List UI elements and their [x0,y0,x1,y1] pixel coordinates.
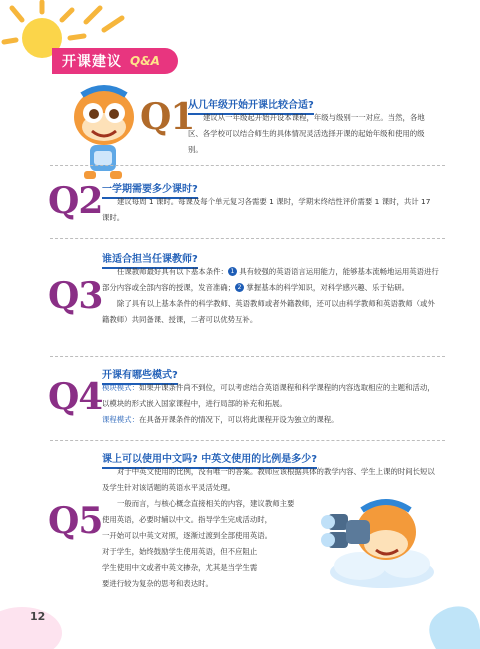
q3-answer-p1 [102,264,440,296]
q4-question: 开课有哪些模式? [102,366,178,385]
q5-answer-p2 [102,496,312,592]
q4-mode-1-text: 如果开课条件尚不到位，可以考虑结合英语课程和科学课程的内容选取相应的主题和活动，以模块的形式嵌入国家课程中，进行局部的补充和拓展。 [102,383,435,408]
divider [50,238,445,239]
q4-mode-2-label: 课程模式： [102,415,139,424]
q3-question: 谁适合担当任课教师? [102,250,198,269]
q5-line: 要进行较为复杂的思考和表达时。 [102,579,213,588]
divider [50,356,445,357]
q2-answer-text: 建议每周 1 课时。每课及每个单元复习各需要 1 课时，学期末终结性评价需要 1 课时，共计 17 课时。 [102,197,431,222]
q5-line: 一开始可以中英文对照，逐渐过渡到全部使用英语。 [102,531,272,540]
q1-label: Q1 [140,96,195,138]
q5-answer-p1: 对于中英文使用的比例，没有唯一的答案。教师应该根据具体的教学内容、学生上课的时间长短以及学生针对该话题的英语水平灵活处理。 [102,467,435,492]
number-1-badge: 1 [228,267,237,276]
q2-answer [102,194,440,226]
q5-line: 一般而言，与核心概念直接相关的内容，建议教师主要 [117,499,295,508]
q4-label: Q4 [48,376,103,418]
number-2-badge: 2 [235,283,244,292]
q4-answer [102,380,440,428]
q3-item-1: 具有较强的英语语言运用能力，能够基本流畅地运用英语进行部分内容或全部内容的授课，发音准确； [102,267,439,292]
q3-label: Q3 [48,275,103,317]
q5-label: Q5 [48,500,103,542]
divider [50,165,445,166]
q5-line: 学生使用中文或者中英文掺杂，尤其是当学生需 [102,563,258,572]
q1-answer [188,110,438,158]
section-banner [52,48,178,74]
banner-title: 开课建议 [62,54,122,70]
q3-answer [102,264,440,328]
q3-item-2: 掌握基本的科学知识，对科学感兴趣、乐于钻研。 [246,283,410,292]
banner-qa-label: Q&A [130,54,160,68]
q5-line: 对于学生，始终鼓励学生使用英语，但不应阻止 [102,547,258,556]
q4-mode-2 [102,412,440,428]
q1-answer-text: 建议从一年级起开始开设本课程，年级与级别一一对应。当然，各地区、各学校可以结合师生的具体情况灵活选择开课的起始年级和使用的级别。 [188,113,425,154]
divider [50,440,445,441]
page-number: 12 [30,610,46,623]
blue-corner-decoration [418,600,480,649]
q2-question: 一学期需要多少课时? [102,180,198,199]
q1-question: 从几年级开始开课比较合适? [188,96,314,115]
q5-question: 课上可以使用中文吗? 中英文使用的比例是多少? [102,450,317,469]
q4-mode-1 [102,380,440,412]
q2-label: Q2 [48,180,103,222]
q3-intro: 任课教师最好具有以下基本条件： [117,267,228,276]
q4-mode-2-text: 在具备开课条件的情况下，可以将此课程开设为独立的课程。 [138,415,339,424]
mascot-binoculars-illustration [310,480,440,595]
q3-answer-p2: 除了具有以上基本条件的科学教师、英语教师或者外籍教师，还可以由科学教师和英语教师（或外籍教师）共同备课、授课，二者可以优势互补。 [102,299,435,324]
q5-line: 使用英语，必要时辅以中文。指导学生完成活动时， [102,515,272,524]
q4-mode-1-label: 模块模式： [102,383,139,392]
